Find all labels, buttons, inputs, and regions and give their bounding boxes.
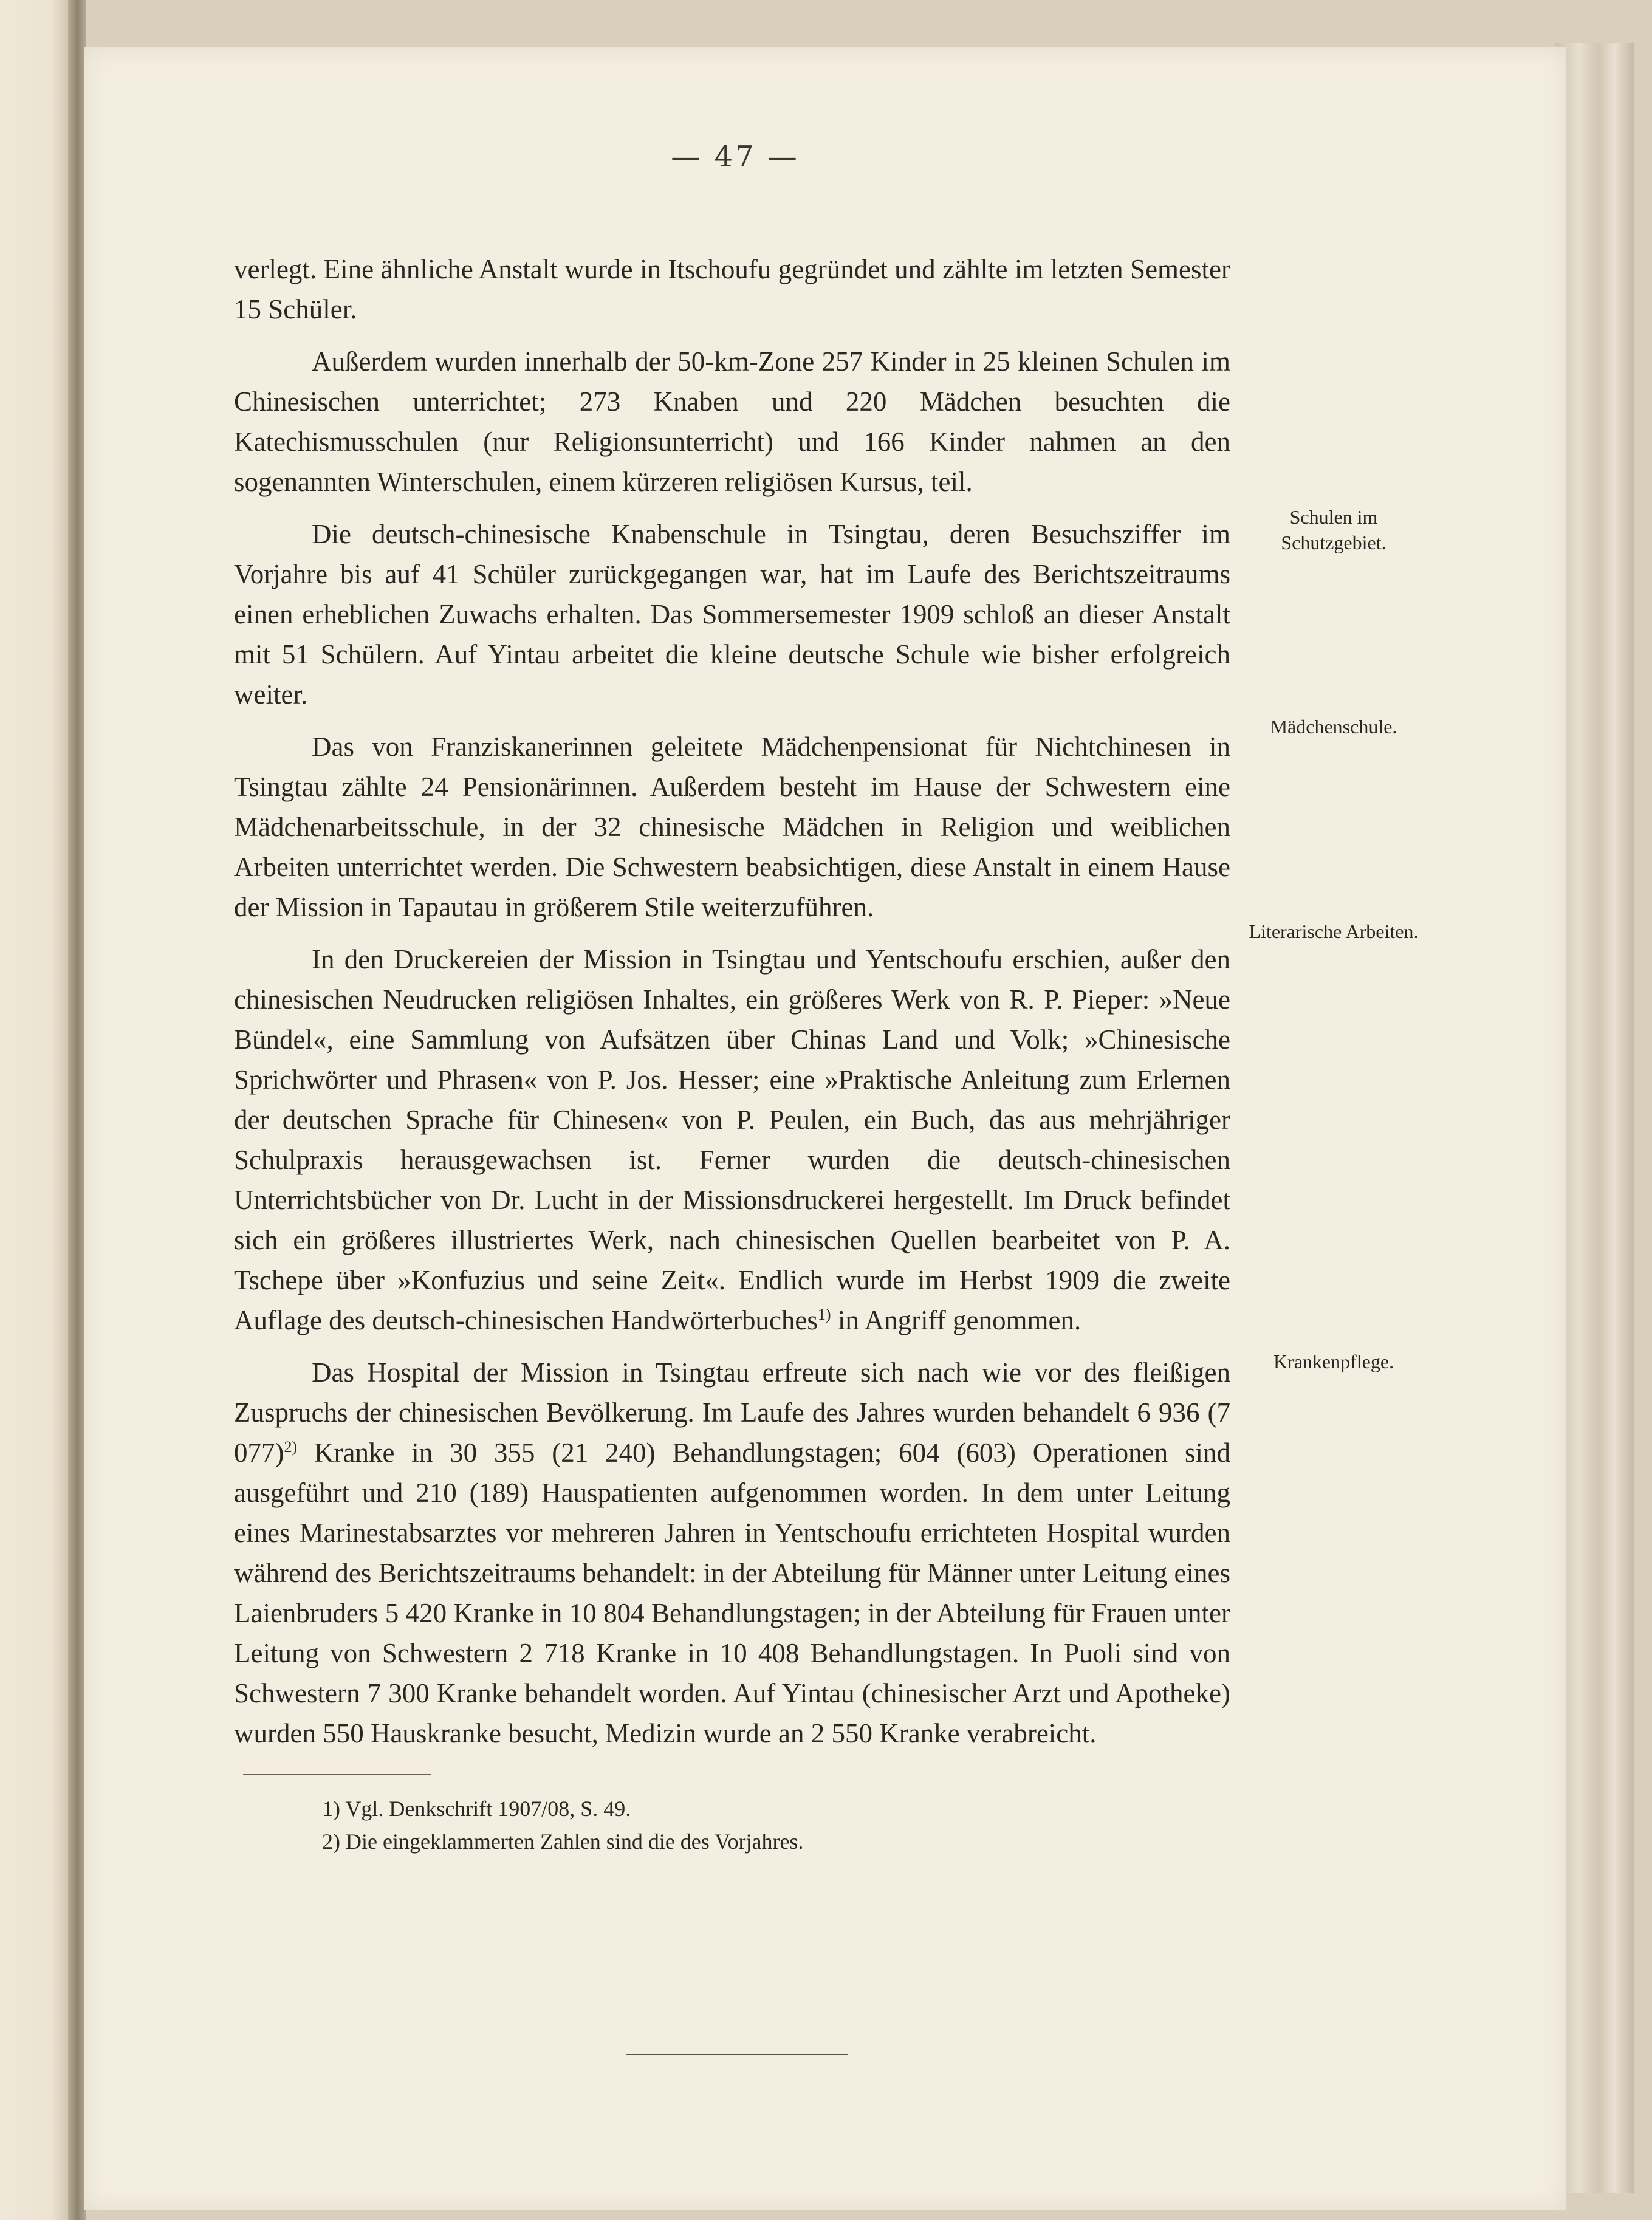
- paragraph-hospital-text: Das Hospital der Mission in Tsingtau erfreute sich nach wie vor des fleißigen Zuspruchs der chinesischen Bevölkerung. Im Laufe des Jahres wurden behandelt 6 936 (7 077): [234, 1357, 1230, 1468]
- paragraph-winter-schools: Außerdem wurden innerhalb der 50-km-Zone 257 Kinder in 25 kleinen Schulen im Chinesischen unterrichtet; 273 Knaben und 220 Mädchen besuchten die Katechismusschulen (nur Religionsunterricht) und 166 Kinder nahmen an den sogenannten Winterschulen, einem kürzeren religiösen Kursus, teil.: [234, 346, 1230, 497]
- margin-note-girls-school: Mädchenschule.: [1270, 716, 1397, 738]
- footnote-mark-2: 2): [284, 1438, 298, 1456]
- page-stack-edge: [1555, 43, 1634, 2193]
- paragraph-printing-tail: in Angriff genommen.: [837, 1305, 1081, 1335]
- footnote-mark-1: 1): [817, 1306, 831, 1323]
- body-text: [234, 249, 1230, 1766]
- margin-note-literary: Literarische Arbeiten.: [1249, 920, 1419, 942]
- paragraph-boys-school: Die deutsch-chinesische Knabenschule in Tsingtau, deren Besuchsziffer im Vorjahre bis auf 41 Schüler zurückgegangen war, hat im Laufe des Berichtszeitraums einen erheblichen Zuwachs erhalten. Das Sommersemester 1909 schloß an dieser Anstalt mit 51 Schülern. Auf Yintau arbeitet die kleine deutsche Schule wie bisher erfolgreich weiter.: [234, 519, 1230, 710]
- page-number: — 47 —: [671, 140, 800, 174]
- left-page-edge: [0, 0, 73, 2220]
- footnote-divider: [243, 1774, 431, 1775]
- page-end-rule: [626, 2054, 848, 2055]
- footnotes: [322, 1792, 1294, 1858]
- paragraph-continuation: verlegt. Eine ähnliche Anstalt wurde in Itschoufu gegründet und zählte im letzten Semester 15 Schüler.: [234, 254, 1230, 324]
- margin-note-nursing: Krankenpflege.: [1273, 1351, 1394, 1372]
- paragraph-hospital: [234, 1352, 1230, 1753]
- margin-note-schools: Schulen im Schutzgebiet.: [1281, 506, 1386, 553]
- paragraph-printing-text: In den Druckereien der Mission in Tsingtau und Yentschoufu erschien, außer den chinesischen Neudrucken religiösen Inhaltes, ein größeres Werk von R. P. Pieper: »Neue Bündel«, eine Sammlung von Aufsätzen über Chinas Land und Volk; »Chinesische Sprichwörter und Phrasen« von P. Jos. Hesser; eine »Praktische Anleitung zum Erlernen der deutschen Sprache für Chinesen« von P. Peulen, ein Buch, das aus mehrjähriger Schulpraxis herausgewachsen ist. Ferner wurden die deutsch-chinesischen Unterrichtsbücher von Dr. Lucht in der Missionsdruckerei hergestellt. Im Druck befindet sich ein größeres illustriertes Werk, nach chinesischen Quellen bearbeitet von P. A. Tschepe über »Konfuzius und seine Zeit«. Endlich wurde im Herbst 1909 die zweite Auflage des deutsch-chinesischen Handwörterbuches: [234, 944, 1230, 1335]
- footnote-1: 1) Vgl. Denkschrift 1907/08, S. 49.: [322, 1797, 631, 1821]
- paragraph-girls-boarding: Das von Franziskanerinnen geleitete Mädchenpensionat für Nichtchinesen in Tsingtau zählte 24 Pensionärinnen. Außerdem besteht im Hause der Schwestern eine Mädchenarbeitsschule, in der 32 chinesische Mädchen in Religion und weiblichen Arbeiten unterrichtet werden. Die Schwestern beabsichtigen, diese Anstalt in einem Hause der Mission in Tapautau in größerem Stile weiterzuführen.: [234, 731, 1230, 922]
- paragraph-printing: [234, 939, 1230, 1340]
- footnote-2: 2) Die eingeklammerten Zahlen sind die des Vorjahres.: [322, 1829, 804, 1854]
- paragraph-hospital-cont: Kranke in 30 355 (21 240) Behandlungstagen; 604 (603) Operationen sind ausgeführt und 210 (189) Hauspatienten aufgenommen worden. In dem unter Leitung eines Marinestabsarztes vor mehreren Jahren in Yentschoufu errichteten Hospital wurden während des Berichtszeitraums behandelt: in der Abteilung für Männer unter Leitung eines Laienbruders 5 420 Kranke in 10 804 Behandlungstagen; in der Abteilung für Frauen unter Leitung von Schwestern 2 718 Kranke in 10 408 Behandlungstagen. In Puoli sind von Schwestern 7 300 Kranke behandelt worden. Auf Yintau (chinesischer Arzt und Apotheke) wurden 550 Hauskranke besucht, Medizin wurde an 2 550 Kranke verabreicht.: [234, 1437, 1230, 1749]
